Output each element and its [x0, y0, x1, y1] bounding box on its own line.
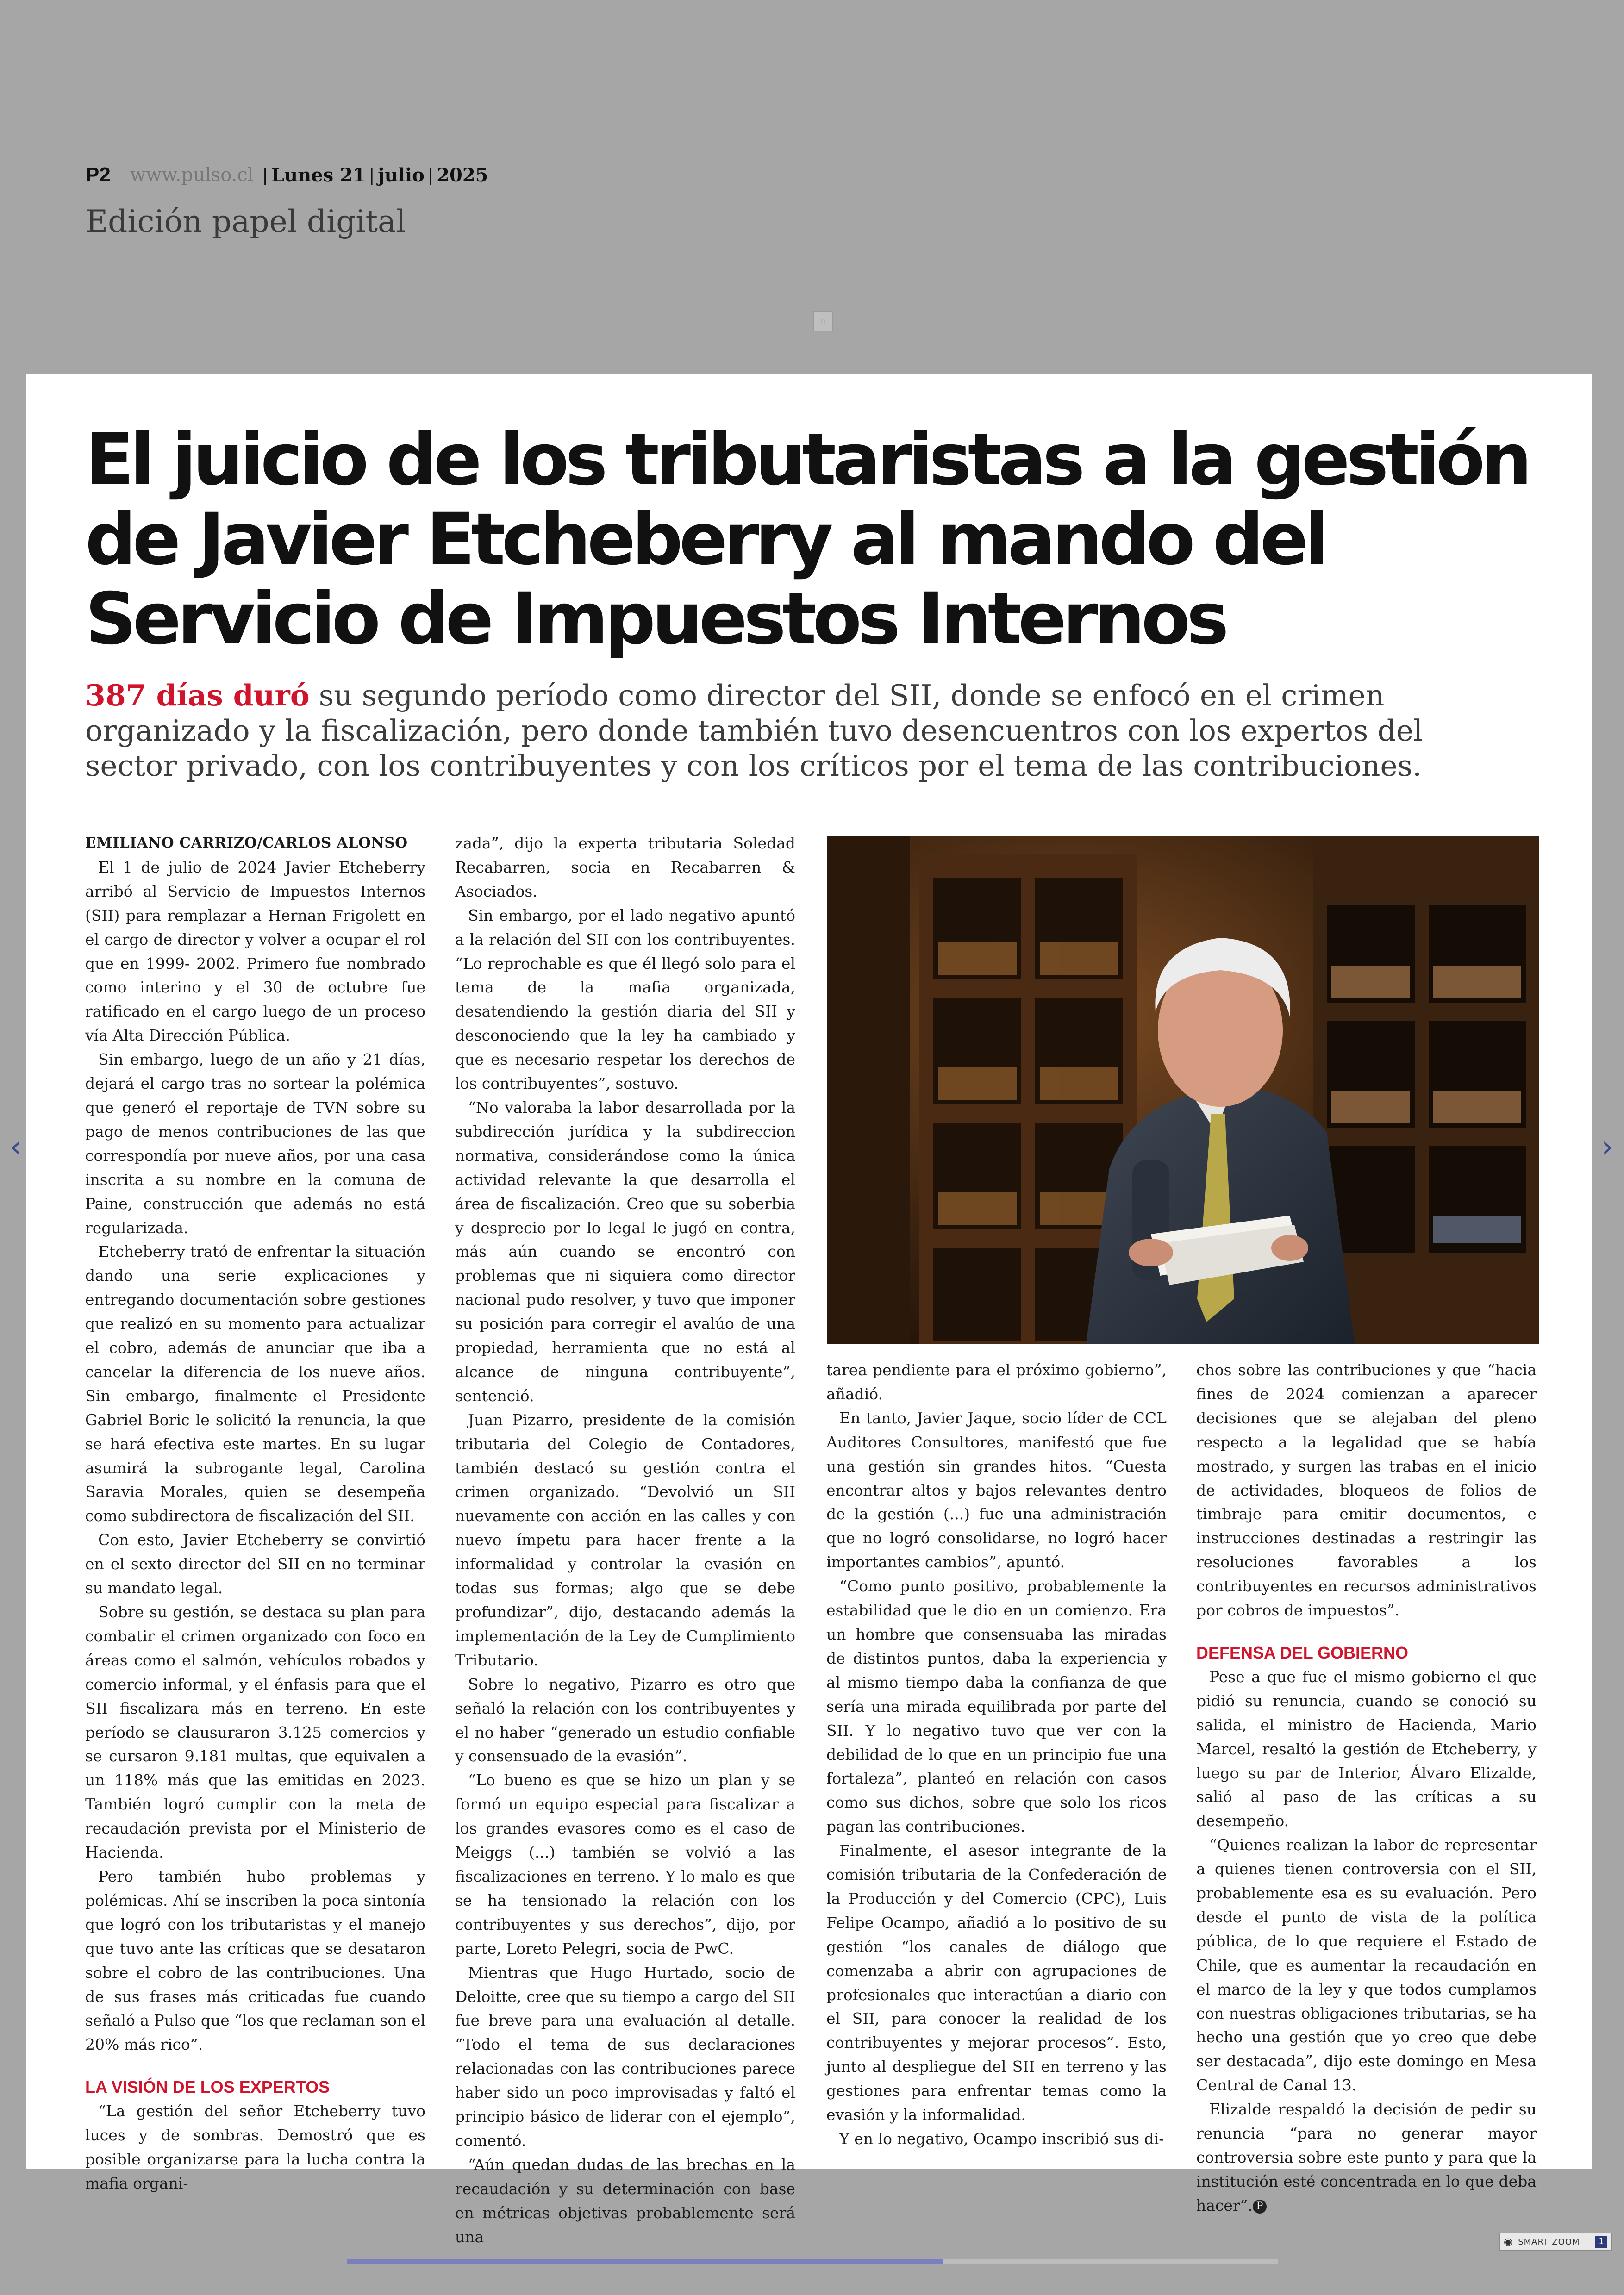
smart-zoom-button[interactable] — [1499, 2233, 1612, 2251]
paragraph-text: Elizalde respaldó la decisión de pedir su renuncia “para no generar mayor controversia sobre este punto y para que la institución esté concentrada en lo que deba hacer”. — [1196, 2100, 1537, 2214]
article-column-1 — [85, 831, 425, 2195]
paragraph: Sin embargo, por el lado negativo apuntó a la relación del SII con los contribuyentes. “Lo reprochable es que él llegó solo para el tema de la mafia organizada, desatendiendo la gestión diaria del SII y desconociendo que la ley ha cambiado y que es necesario respetar los derechos de los contribuyentes”, sostuvo. — [455, 906, 795, 1093]
paragraph: zada”, dijo la experta tributaria Soledad Recabarren, socia en Recabarren & Asociados. — [455, 834, 795, 900]
paragraph: Pese a que fue el mismo gobierno el que pidió su renuncia, cuando se conoció su salida, el ministro de Hacienda, Mario Marcel, resaltó la gestión de Etcheberry, y luego su par de Interior, Álvaro Elizalde, salió al paso de las críticas a su desempeño. — [1196, 1667, 1537, 1830]
paragraph: En tanto, Javier Jaque, socio líder de CCL Auditores Consultores, manifestó que fue una gestión sin grandes hitos. “Cuesta encontrar altos y bajos relevantes dentro de la gestión (...) fue una administración que no logró consolidarse, no logró hacer importantes cambios”, apuntó. — [826, 1409, 1167, 1572]
separator: | — [262, 164, 268, 185]
article-deck — [85, 678, 1455, 784]
photo-illustration — [827, 836, 1539, 1344]
paragraph: Sobre su gestión, se destaca su plan para combatir el crimen organizado con foco en áreas como el salmón, vehículos robados y comercio informal, y el énfasis para que el SII fiscalizara más en terreno. En este período se clausuraron 3.125 comercios y se cursaron 9.181 multas, que equivalen a un 118% más que las emitidas en 2023. También logró cumplir con la meta de recaudación prevista por el Ministerio de Hacienda. — [85, 1603, 425, 1862]
page-progress-bar[interactable] — [347, 2259, 1278, 2264]
paragraph: Finalmente, el asesor integrante de la comisión tributaria de la Confederación de la Producción y del Comercio (CPC), Luis Felipe Ocampo, añadió a lo positivo de su gestión “los canales de diálogo que comenzaba a abrir con agrupaciones de profesionales que interactúan a diario con el SII, para conocer la realidad de los contribuyentes y mejorar procesos”. Esto, junto al despliegue del SII en terreno y las gestiones para enfrentar temas como la evasión y la informalidad. — [826, 1841, 1167, 2124]
current-page-indicator: 1 — [1595, 2236, 1607, 2248]
paragraph: “Quienes realizan la labor de representar a quienes tienen controversia con el SII, probablemente esa es su evaluación. Pero desde el punto de vista de la política pública, de lo que requiere el Estado de Chile, que es aumentar la recaudación en el marco de la ley y que todos cumplamos con nuestras obligaciones tributarias, se ha hecho una gestión que yo creo que debe ser destacada”, dijo este domingo en Mesa Central de Canal 13. — [1196, 1836, 1537, 2095]
paragraph: “No valoraba la labor desarrollada por la subdirección jurídica y la subdireccion normativa, considerándose como la única actividad relevante la que desarrolla el área de fiscalización. Creo que su soberbia y desprecio por lo legal le jugó en contra, más aún cuando se encontró con problemas que ni siquiera como director nacional pudo resolver, y tuvo que imponer su posición para corregir el avalúo de una propiedad, herramienta que no está al alcance de ninguna contribuyente”, sentenció. — [455, 1098, 795, 1405]
paragraph: chos sobre las contribuciones y que “hacia fines de 2024 comienzan a aparecer decisiones que se alejaban del pleno respecto a la legalidad que se había mostrado, y surgen las trabas en el inicio de actividades, bloqueos de folios de timbraje para emitir documentos, e instrucciones destinadas a restringir las resoluciones favorables a los contribuyentes en recursos administrativos por cobros de impuestos”. — [1196, 1361, 1537, 1620]
article-headline: El juicio de los tributaristas a la gestión de Javier Etcheberry al mando del Servicio de Impuestos Internos — [85, 418, 1529, 661]
subhead-experts: LA VISIÓN DE LOS EXPERTOS — [85, 2077, 330, 2097]
article-photo — [827, 836, 1539, 1344]
page-thumbnail-icon[interactable]: ▫ — [813, 311, 833, 331]
date-month: julio — [378, 164, 425, 186]
separator: | — [428, 164, 433, 185]
paragraph: Sobre lo negativo, Pizarro es otro que señaló la relación con los contribuyentes y el no haber “generado un estudio confiable y consensuado de la evasión”. — [455, 1675, 795, 1765]
deck-lead: 387 días duró — [85, 678, 310, 712]
paragraph: “Como punto positivo, probablemente la estabilidad que le dio en un comienzo. Era un hombre que consensuaba las miradas de distintos puntos, daba la experiencia y al mismo tiempo daba la confianza de que sería una mirada equilibrada por parte del SII. Y lo negativo tuvo que ver con la debilidad de lo que en un principio fue una fortaleza”, planteó en relación con casos como sus dichos, sobre que solo los ricos pagan las contribuciones. — [826, 1577, 1167, 1836]
chevron-right-icon[interactable]: › — [1601, 1130, 1613, 1164]
edition-label: Edición papel digital — [86, 204, 406, 239]
subhead-government: DEFENSA DEL GOBIERNO — [1196, 1643, 1409, 1662]
website-link[interactable]: www.pulso.cl — [130, 164, 254, 186]
paragraph: “Aún quedan dudas de las brechas en la recaudación y su determinación con base en métricas objetivas probablemente será una — [455, 2155, 795, 2246]
paragraph: Y en lo negativo, Ocampo inscribió sus di- — [839, 2130, 1164, 2148]
paragraph: Pero también hubo problemas y polémicas. Ahí se inscriben la poca sintonía que logró con los tributaristas y el manejo que tuvo ante las críticas que se desataron sobre el cobro de las contribuciones. Una de sus frases más criticadas fue cuando señaló a Pulso que “los que reclaman son el 20% más rico”. — [85, 1867, 425, 2054]
article-column-2 — [455, 831, 795, 2249]
end-mark-icon: P — [1253, 2200, 1267, 2214]
paragraph: Mientras que Hugo Hurtado, socio de Deloitte, cree que su tiempo a cargo del SII fue breve para una evaluación al detalle. “Todo el tema de sus declaraciones relacionadas con las contribuciones parece haber sido un poco improvisadas y faltó el principio básico de liderar con el ejemplo”, comentó. — [455, 1963, 795, 2150]
byline: EMILIANO CARRIZO/CARLOS ALONSO — [85, 835, 408, 851]
article-column-4 — [1196, 1358, 1537, 2218]
paragraph: “Lo bueno es que se hizo un plan y se formó un equipo especial para fiscalizar a los grandes evasores como es el caso de Meiggs (...) también se volvió a las fiscalizaciones en terreno. Y lo malo es que se ha tensionado la relación con los contribuyentes y sus derechos”, dijo, por parte, Loreto Pelegri, socia de PwC. — [455, 1771, 795, 1958]
paragraph: Con esto, Javier Etcheberry se convirtió en el sexto director del SII en no terminar su mandato legal. — [85, 1531, 425, 1597]
deck-text: su segundo período como director del SII, donde se enfocó en el crimen organizado y la fiscalización, pero donde también tuvo desencuentros con los expertos del sector privado, con los contribuyentes y con los críticos por el tema de las contribuciones. — [85, 679, 1423, 783]
chevron-left-icon[interactable]: ‹ — [10, 1130, 22, 1164]
paragraph: Etcheberry trató de enfrentar la situación dando una serie explicaciones y entregando documentación sobre gestiones que realizó en su momento para actualizar el cobro, además de anunciar que iba a cancelar la diferencia de los nueve años. Sin embargo, finalmente el Presidente Gabriel Boric le solicitó la renuncia, la que se hará efectiva este martes. En su lugar asumirá la subrogante legal, Carolina Saravia Morales, quien se desempeña como subdirectora de fiscalización del SII. — [85, 1242, 425, 1525]
paragraph: Sin embargo, luego de un año y 21 días, dejará el cargo tras no sortear la polémica que generó el reportaje de TVN sobre su pago de menos contribuciones de las que correspondía por nueve años, por una casa inscrita a su nombre en la comuna de Paine, construcción que además no está regularizada. — [85, 1050, 425, 1237]
page-progress-fill — [347, 2259, 943, 2264]
page-header — [86, 161, 488, 189]
paragraph — [1196, 2097, 1537, 2218]
article-column-3 — [826, 1358, 1167, 2151]
paragraph: tarea pendiente para el próximo gobierno”, añadió. — [826, 1361, 1167, 1403]
paragraph: El 1 de julio de 2024 Javier Etcheberry arribó al Servicio de Impuestos Internos (SII) para remplazar a Hernan Frigolett en el cargo de director y volver a ocupar el rol que en 1999- 2002. Primero fue nombrado como interino y el 30 de octubre fue ratificado en el cargo luego de un proceso vía Alta Dirección Pública. — [85, 858, 425, 1045]
separator: | — [369, 164, 375, 185]
eye-icon: ◉ — [1504, 2236, 1513, 2248]
paragraph: Juan Pizarro, presidente de la comisión tributaria del Colegio de Contadores, también destacó su gestión contra el crimen organizado. “Devolvió un SII nuevamente con acción en las calles y con nuevo ímpetu para hacer frente a la informalidad y controlar la evasión en todas sus formas; algo que se debe profundizar”, dijo, destacando además la implementación de la Ley de Cumplimiento Tributario. — [455, 1410, 795, 1669]
paragraph: “La gestión del señor Etcheberry tuvo luces y de sombras. Demostró que es posible organizarse para la lucha contra la mafia organi- — [85, 2102, 425, 2192]
date-day: Lunes 21 — [271, 164, 366, 186]
date-year: 2025 — [437, 164, 488, 186]
page-number: P2 — [86, 163, 111, 186]
smart-zoom-label: SMART ZOOM — [1518, 2237, 1580, 2247]
